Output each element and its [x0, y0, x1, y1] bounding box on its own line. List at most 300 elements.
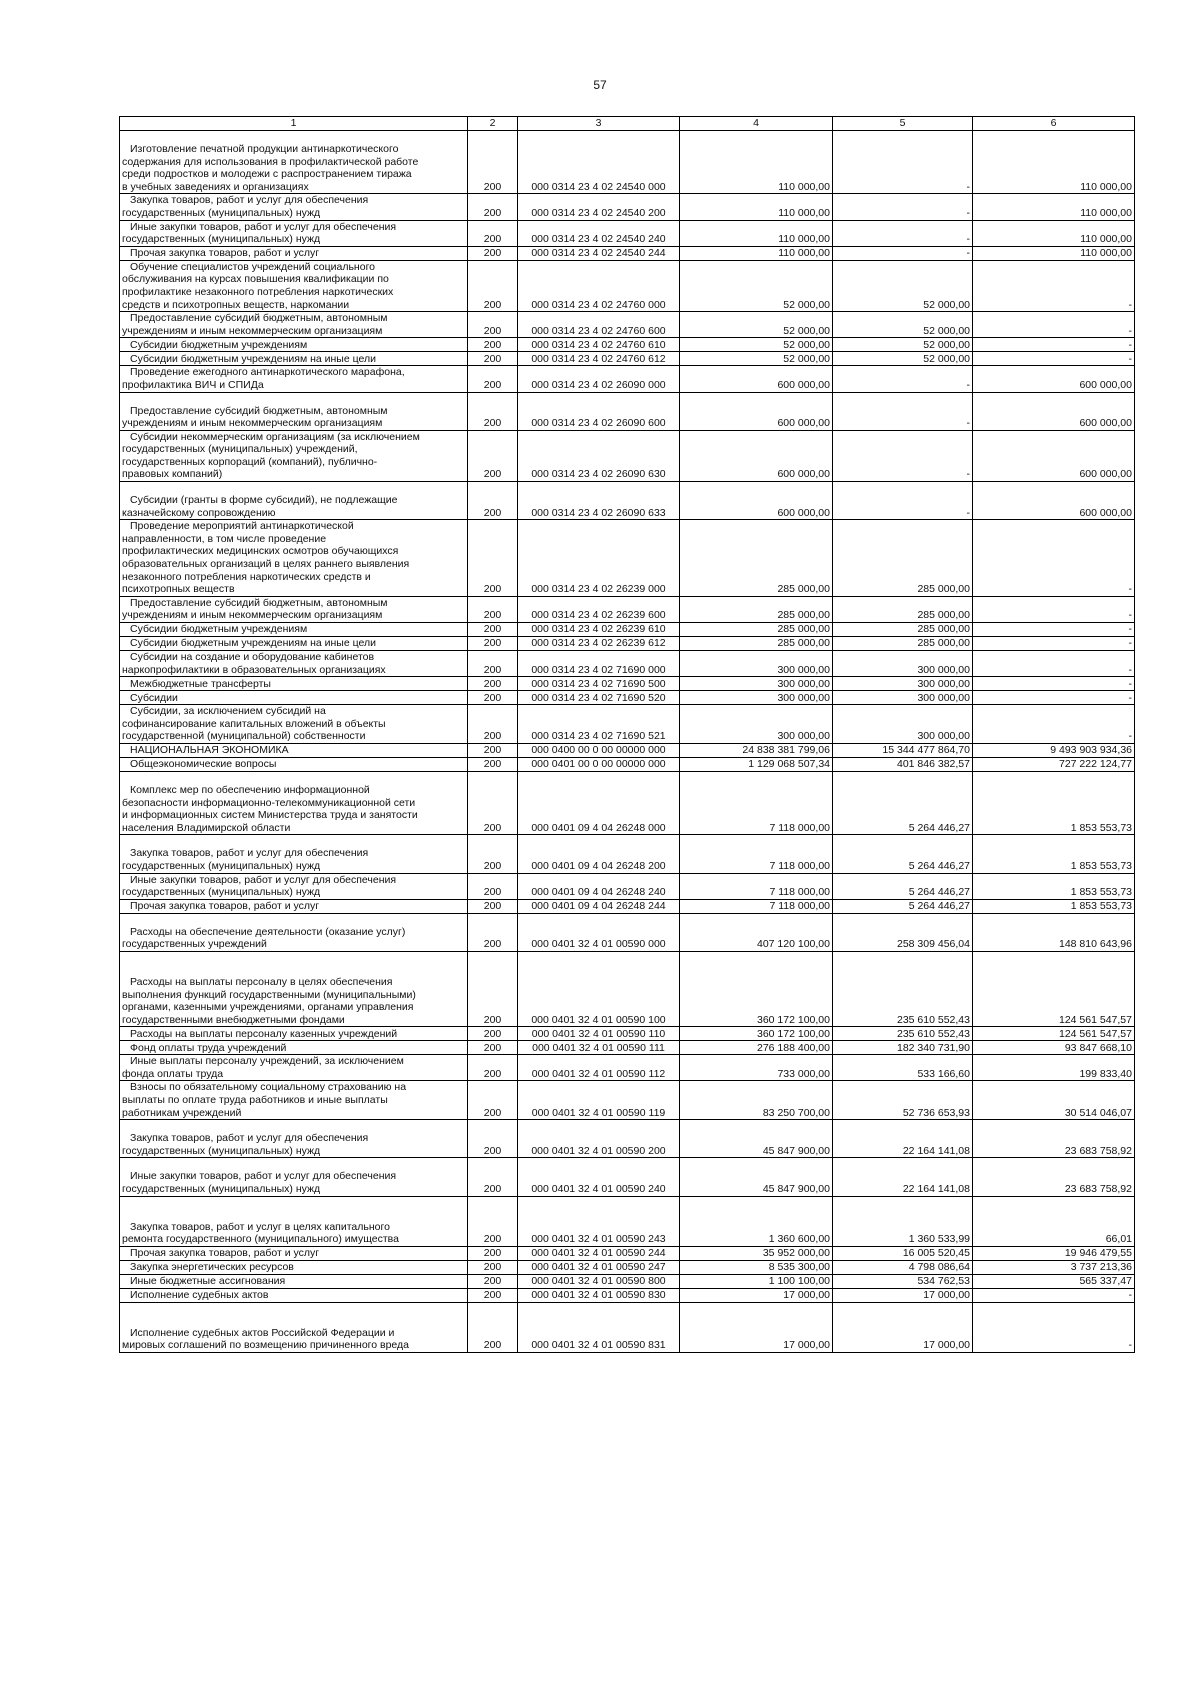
executed-amount-cell: 5 264 446,27 [833, 899, 973, 913]
row-name-line: профилактика ВИЧ и СПИДа [122, 378, 264, 391]
code-cell: 000 0401 32 4 01 00590 247 [518, 1260, 680, 1274]
executed-amount-cell: 17 000,00 [833, 1302, 973, 1352]
approved-amount-cell: 300 000,00 [680, 705, 833, 744]
row-name-cell [120, 1158, 468, 1196]
approved-amount-cell: 600 000,00 [680, 366, 833, 392]
grbs-cell: 200 [468, 312, 518, 338]
row-name-cell [120, 392, 468, 430]
row-name-line: государственных (муниципальных) учреждений, [122, 443, 358, 456]
remaining-amount-cell: 66,01 [973, 1196, 1135, 1246]
column-header: 6 [973, 117, 1135, 131]
grbs-cell: 200 [468, 194, 518, 220]
executed-amount-cell: 5 264 446,27 [833, 835, 973, 873]
approved-amount-cell: 407 120 100,00 [680, 913, 833, 951]
row-name-line: государственных (муниципальных) нужд [122, 1144, 321, 1157]
approved-amount-cell: 52 000,00 [680, 260, 833, 311]
row-name-line: психотропных веществ [122, 583, 235, 596]
table-row [120, 520, 1135, 597]
table-row [120, 220, 1135, 246]
approved-amount-cell: 110 000,00 [680, 246, 833, 260]
grbs-cell: 200 [468, 1274, 518, 1288]
row-name-line: безопасности информационно-телекоммуникационной сети [122, 796, 416, 809]
row-name-line: Предоставление субсидий бюджетным, автономным [130, 312, 388, 325]
remaining-amount-cell: - [973, 705, 1135, 744]
row-name-cell [120, 220, 468, 246]
code-cell: 000 0401 32 4 01 00590 240 [518, 1158, 680, 1196]
approved-amount-cell: 300 000,00 [680, 677, 833, 691]
grbs-cell: 200 [468, 1055, 518, 1081]
executed-amount-cell: 1 360 533,99 [833, 1196, 973, 1246]
remaining-amount-cell: 93 847 668,10 [973, 1041, 1135, 1055]
grbs-cell: 200 [468, 1158, 518, 1196]
table-row [120, 392, 1135, 430]
row-name-line: Субсидии бюджетным учреждениям на иные цели [130, 637, 376, 650]
code-cell: 000 0314 23 4 02 26090 630 [518, 430, 680, 481]
column-header: 4 [680, 117, 833, 131]
row-name-cell [120, 312, 468, 338]
row-name-line: правовых компаний) [122, 468, 223, 481]
executed-amount-cell: - [833, 366, 973, 392]
approved-amount-cell: 7 118 000,00 [680, 899, 833, 913]
approved-amount-cell: 35 952 000,00 [680, 1246, 833, 1260]
row-name-cell [120, 691, 468, 705]
approved-amount-cell: 285 000,00 [680, 596, 833, 622]
grbs-cell: 200 [468, 637, 518, 651]
table-row [120, 1158, 1135, 1196]
row-name-line: государственными внебюджетными фондами [122, 1013, 345, 1026]
row-name-cell [120, 194, 468, 220]
row-name-cell [120, 1246, 468, 1260]
remaining-amount-cell: - [973, 623, 1135, 637]
table-row [120, 757, 1135, 771]
executed-amount-cell: 52 000,00 [833, 260, 973, 311]
code-cell: 000 0401 09 4 04 26248 244 [518, 899, 680, 913]
approved-amount-cell: 45 847 900,00 [680, 1158, 833, 1196]
grbs-cell: 200 [468, 260, 518, 311]
row-name-cell [120, 1055, 468, 1081]
code-cell: 000 0401 09 4 04 26248 200 [518, 835, 680, 873]
row-name-cell [120, 520, 468, 597]
row-name-line: государственных (муниципальных) нужд [122, 233, 321, 246]
remaining-amount-cell: 110 000,00 [973, 220, 1135, 246]
remaining-amount-cell: 1 853 553,73 [973, 771, 1135, 834]
grbs-cell: 200 [468, 246, 518, 260]
row-name-line: Иные бюджетные ассигнования [130, 1275, 286, 1288]
remaining-amount-cell: - [973, 1288, 1135, 1302]
grbs-cell: 200 [468, 430, 518, 481]
code-cell: 000 0401 32 4 01 00590 800 [518, 1274, 680, 1288]
remaining-amount-cell: 124 561 547,57 [973, 951, 1135, 1026]
remaining-amount-cell: 727 222 124,77 [973, 757, 1135, 771]
grbs-cell: 200 [468, 951, 518, 1026]
row-name-cell [120, 637, 468, 651]
executed-amount-cell: 22 164 141,08 [833, 1158, 973, 1196]
remaining-amount-cell: 600 000,00 [973, 392, 1135, 430]
row-name-line: Закупка энергетических ресурсов [130, 1261, 294, 1274]
row-name-cell [120, 677, 468, 691]
code-cell: 000 0314 23 4 02 24540 200 [518, 194, 680, 220]
executed-amount-cell: - [833, 430, 973, 481]
executed-amount-cell: - [833, 246, 973, 260]
remaining-amount-cell: 565 337,47 [973, 1274, 1135, 1288]
table-row [120, 835, 1135, 873]
budget-table [119, 116, 1135, 1353]
row-name-line: профилактике незаконного потребления наркотических [122, 285, 394, 298]
row-name-line: мировых соглашений по возмещению причиненного вреда [122, 1339, 410, 1352]
code-cell: 000 0314 23 4 02 24760 000 [518, 260, 680, 311]
grbs-cell: 200 [468, 1081, 518, 1120]
row-name-line: государственной (муниципальной) собственности [122, 730, 366, 743]
executed-amount-cell: 182 340 731,90 [833, 1041, 973, 1055]
approved-amount-cell: 600 000,00 [680, 430, 833, 481]
row-name-line: Прочая закупка товаров, работ и услуг [130, 247, 320, 260]
code-cell: 000 0401 32 4 01 00590 000 [518, 913, 680, 951]
row-name-line: Исполнение судебных актов [130, 1289, 269, 1302]
grbs-cell: 200 [468, 131, 518, 194]
row-name-line: Иные закупки товаров, работ и услуг для обеспечения [130, 1170, 397, 1183]
row-name-line: Изготовление печатной продукции антинаркотического [130, 143, 399, 155]
row-name-cell [120, 260, 468, 311]
grbs-cell: 200 [468, 482, 518, 520]
table-row [120, 1041, 1135, 1055]
code-cell: 000 0314 23 4 02 24540 240 [518, 220, 680, 246]
row-name-cell [120, 352, 468, 366]
row-name-line: Расходы на выплаты персоналу в целях обеспечения [130, 975, 393, 988]
table-row [120, 951, 1135, 1026]
table-row [120, 430, 1135, 481]
row-name-cell [120, 913, 468, 951]
row-name-line: выполнения функций государственными (муниципальными) [122, 988, 416, 1001]
grbs-cell: 200 [468, 771, 518, 834]
executed-amount-cell: 52 736 653,93 [833, 1081, 973, 1120]
grbs-cell: 200 [468, 913, 518, 951]
code-cell: 000 0401 32 4 01 00590 111 [518, 1041, 680, 1055]
table-row [120, 1274, 1135, 1288]
row-name-line: государственных учреждений [122, 938, 267, 951]
remaining-amount-cell: 199 833,40 [973, 1055, 1135, 1081]
row-name-line: органами, казенными учреждениями, органами управления [122, 1001, 414, 1014]
table-body [120, 131, 1135, 1353]
row-name-line: учреждениям и иным некоммерческим организациям [122, 609, 383, 622]
row-name-line: Взносы по обязательному социальному страхованию на [130, 1081, 407, 1094]
row-name-cell [120, 1288, 468, 1302]
row-name-line: в учебных заведениях и организациях [122, 180, 309, 193]
row-name-line: Предоставление субсидий бюджетным, автономным [130, 596, 388, 609]
remaining-amount-cell: - [973, 312, 1135, 338]
executed-amount-cell: - [833, 194, 973, 220]
code-cell: 000 0401 32 4 01 00590 110 [518, 1027, 680, 1041]
table-row [120, 743, 1135, 757]
table-row [120, 1027, 1135, 1041]
table-row [120, 194, 1135, 220]
code-cell: 000 0314 23 4 02 26239 612 [518, 637, 680, 651]
table-row [120, 1120, 1135, 1158]
row-name-cell [120, 596, 468, 622]
row-name-line: Иные закупки товаров, работ и услуг для обеспечения [130, 873, 397, 886]
remaining-amount-cell: 1 853 553,73 [973, 835, 1135, 873]
table-row [120, 771, 1135, 834]
row-name-line: Комплекс мер по обеспечению информационной [130, 783, 370, 796]
row-name-line: Расходы на выплаты персоналу казенных учреждений [130, 1027, 398, 1040]
code-cell: 000 0400 00 0 00 00000 000 [518, 743, 680, 757]
row-name-line: профилактических медицинских осмотров обучающихся [122, 545, 399, 558]
row-name-line: ремонта государственного (муниципального) имущества [122, 1233, 399, 1246]
row-name-line: учреждениям и иным некоммерческим организациям [122, 324, 383, 337]
table-row [120, 338, 1135, 352]
row-name-line: Предоставление субсидий бюджетным, автономным [130, 404, 388, 417]
row-name-cell [120, 757, 468, 771]
approved-amount-cell: 17 000,00 [680, 1302, 833, 1352]
approved-amount-cell: 300 000,00 [680, 651, 833, 677]
row-name-line: обслуживания на курсах повышения квалификации по [122, 273, 389, 286]
table-row [120, 705, 1135, 744]
remaining-amount-cell: - [973, 637, 1135, 651]
table-row [120, 677, 1135, 691]
table-row [120, 913, 1135, 951]
code-cell: 000 0314 23 4 02 71690 520 [518, 691, 680, 705]
approved-amount-cell: 733 000,00 [680, 1055, 833, 1081]
grbs-cell: 200 [468, 1288, 518, 1302]
table-row [120, 131, 1135, 194]
grbs-cell: 200 [468, 1260, 518, 1274]
remaining-amount-cell: - [973, 338, 1135, 352]
executed-amount-cell: 5 264 446,27 [833, 771, 973, 834]
code-cell: 000 0314 23 4 02 71690 521 [518, 705, 680, 744]
row-name-cell [120, 1274, 468, 1288]
approved-amount-cell: 110 000,00 [680, 194, 833, 220]
executed-amount-cell: 300 000,00 [833, 677, 973, 691]
code-cell: 000 0314 23 4 02 26239 600 [518, 596, 680, 622]
row-name-line: государственных (муниципальных) нужд [122, 886, 321, 899]
row-name-line: Закупка товаров, работ и услуг для обеспечения [130, 194, 369, 207]
table-row [120, 596, 1135, 622]
grbs-cell: 200 [468, 1246, 518, 1260]
approved-amount-cell: 360 172 100,00 [680, 1027, 833, 1041]
table-row [120, 312, 1135, 338]
approved-amount-cell: 285 000,00 [680, 520, 833, 597]
executed-amount-cell: - [833, 482, 973, 520]
grbs-cell: 200 [468, 1027, 518, 1041]
table-row [120, 1055, 1135, 1081]
code-cell: 000 0314 23 4 02 24540 244 [518, 246, 680, 260]
executed-amount-cell: 235 610 552,43 [833, 951, 973, 1026]
row-name-cell [120, 1041, 468, 1055]
approved-amount-cell: 83 250 700,00 [680, 1081, 833, 1120]
remaining-amount-cell: 3 737 213,36 [973, 1260, 1135, 1274]
table-row [120, 1246, 1135, 1260]
remaining-amount-cell: - [973, 677, 1135, 691]
code-cell: 000 0314 23 4 02 24760 610 [518, 338, 680, 352]
grbs-cell: 200 [468, 757, 518, 771]
approved-amount-cell: 52 000,00 [680, 312, 833, 338]
table-row [120, 651, 1135, 677]
row-name-line: НАЦИОНАЛЬНАЯ ЭКОНОМИКА [130, 744, 289, 757]
remaining-amount-cell: 19 946 479,55 [973, 1246, 1135, 1260]
executed-amount-cell: 4 798 086,64 [833, 1260, 973, 1274]
grbs-cell: 200 [468, 835, 518, 873]
table-row [120, 1260, 1135, 1274]
approved-amount-cell: 110 000,00 [680, 131, 833, 194]
code-cell: 000 0401 00 0 00 00000 000 [518, 757, 680, 771]
row-name-cell [120, 1302, 468, 1352]
approved-amount-cell: 52 000,00 [680, 338, 833, 352]
remaining-amount-cell: 110 000,00 [973, 246, 1135, 260]
row-name-line: Обучение специалистов учреждений социального [130, 260, 376, 273]
grbs-cell: 200 [468, 1196, 518, 1246]
row-name-line: казначейскому сопровождению [122, 506, 276, 519]
remaining-amount-cell: 600 000,00 [973, 366, 1135, 392]
approved-amount-cell: 1 129 068 507,34 [680, 757, 833, 771]
remaining-amount-cell: 1 853 553,73 [973, 873, 1135, 899]
row-name-line: работникам учреждений [122, 1106, 242, 1119]
executed-amount-cell: 285 000,00 [833, 637, 973, 651]
row-name-cell [120, 651, 468, 677]
row-name-line: учреждениям и иным некоммерческим организациям [122, 417, 383, 430]
row-name-line: Субсидии бюджетным учреждениям [130, 623, 308, 636]
row-name-cell [120, 430, 468, 481]
code-cell: 000 0314 23 4 02 24760 600 [518, 312, 680, 338]
code-cell: 000 0401 32 4 01 00590 100 [518, 951, 680, 1026]
executed-amount-cell: 16 005 520,45 [833, 1246, 973, 1260]
row-name-line: Закупка товаров, работ и услуг для обеспечения [130, 847, 369, 860]
code-cell: 000 0314 23 4 02 71690 500 [518, 677, 680, 691]
remaining-amount-cell: 9 493 903 934,36 [973, 743, 1135, 757]
row-name-cell [120, 835, 468, 873]
row-name-line: выплаты по оплате труда работников и иные выплаты [122, 1094, 388, 1107]
row-name-line: государственных корпораций (компаний), публично- [122, 455, 378, 468]
column-header: 3 [518, 117, 680, 131]
grbs-cell: 200 [468, 623, 518, 637]
executed-amount-cell: 300 000,00 [833, 705, 973, 744]
table-row [120, 260, 1135, 311]
remaining-amount-cell: - [973, 260, 1135, 311]
row-name-line: Расходы на обеспечение деятельности (оказание услуг) [130, 925, 406, 938]
grbs-cell: 200 [468, 873, 518, 899]
grbs-cell: 200 [468, 1302, 518, 1352]
grbs-cell: 200 [468, 366, 518, 392]
executed-amount-cell: 5 264 446,27 [833, 873, 973, 899]
grbs-cell: 200 [468, 899, 518, 913]
code-cell: 000 0314 23 4 02 26239 000 [518, 520, 680, 597]
code-cell: 000 0314 23 4 02 71690 000 [518, 651, 680, 677]
approved-amount-cell: 300 000,00 [680, 691, 833, 705]
code-cell: 000 0401 32 4 01 00590 830 [518, 1288, 680, 1302]
remaining-amount-cell: 110 000,00 [973, 194, 1135, 220]
row-name-line: Субсидии, за исключением субсидий на [130, 705, 326, 718]
remaining-amount-cell: 600 000,00 [973, 430, 1135, 481]
remaining-amount-cell: - [973, 1302, 1135, 1352]
code-cell: 000 0401 32 4 01 00590 831 [518, 1302, 680, 1352]
executed-amount-cell: 22 164 141,08 [833, 1120, 973, 1158]
remaining-amount-cell: - [973, 352, 1135, 366]
row-name-line: Субсидии некоммерческим организациям (за исключением [130, 430, 420, 443]
row-name-line: Субсидии [130, 691, 178, 704]
code-cell: 000 0401 09 4 04 26248 000 [518, 771, 680, 834]
remaining-amount-cell: - [973, 596, 1135, 622]
code-cell: 000 0401 32 4 01 00590 244 [518, 1246, 680, 1260]
row-name-cell [120, 873, 468, 899]
column-header: 2 [468, 117, 518, 131]
table-row [120, 352, 1135, 366]
grbs-cell: 200 [468, 1120, 518, 1158]
column-header: 5 [833, 117, 973, 131]
grbs-cell: 200 [468, 677, 518, 691]
approved-amount-cell: 360 172 100,00 [680, 951, 833, 1026]
row-name-line: Прочая закупка товаров, работ и услуг [130, 900, 320, 913]
row-name-line: Субсидии (гранты в форме субсидий), не подлежащие [130, 494, 398, 507]
executed-amount-cell: 235 610 552,43 [833, 1027, 973, 1041]
executed-amount-cell: 534 762,53 [833, 1274, 973, 1288]
table-header-row [120, 117, 1135, 131]
row-name-line: Закупка товаров, работ и услуг для обеспечения [130, 1132, 369, 1145]
code-cell: 000 0401 32 4 01 00590 243 [518, 1196, 680, 1246]
approved-amount-cell: 110 000,00 [680, 220, 833, 246]
grbs-cell: 200 [468, 596, 518, 622]
row-name-line: Субсидии на создание и оборудование кабинетов [130, 651, 375, 663]
executed-amount-cell: 52 000,00 [833, 312, 973, 338]
grbs-cell: 200 [468, 338, 518, 352]
code-cell: 000 0314 23 4 02 26090 000 [518, 366, 680, 392]
table-row [120, 366, 1135, 392]
grbs-cell: 200 [468, 520, 518, 597]
row-name-line: населения Владимирской области [122, 821, 291, 834]
grbs-cell: 200 [468, 743, 518, 757]
row-name-line: Прочая закупка товаров, работ и услуг [130, 1247, 320, 1260]
row-name-cell [120, 1196, 468, 1246]
row-name-cell [120, 1027, 468, 1041]
page-number: 57 [593, 78, 607, 92]
remaining-amount-cell: 23 683 758,92 [973, 1120, 1135, 1158]
row-name-cell [120, 338, 468, 352]
approved-amount-cell: 1 360 600,00 [680, 1196, 833, 1246]
row-name-line: Общеэкономические вопросы [130, 758, 277, 771]
grbs-cell: 200 [468, 220, 518, 246]
executed-amount-cell: - [833, 131, 973, 194]
approved-amount-cell: 24 838 381 799,06 [680, 743, 833, 757]
table-row [120, 246, 1135, 260]
grbs-cell: 200 [468, 651, 518, 677]
row-name-cell [120, 743, 468, 757]
remaining-amount-cell: 1 853 553,73 [973, 899, 1135, 913]
executed-amount-cell: 285 000,00 [833, 520, 973, 597]
remaining-amount-cell: 600 000,00 [973, 482, 1135, 520]
row-name-line: софинансирование капитальных вложений в объекты [122, 717, 386, 730]
row-name-line: Межбюджетные трансферты [130, 677, 271, 690]
approved-amount-cell: 600 000,00 [680, 482, 833, 520]
remaining-amount-cell: 110 000,00 [973, 131, 1135, 194]
grbs-cell: 200 [468, 705, 518, 744]
row-name-line: среди подростков и молодежи с распространением тиража [122, 168, 412, 181]
row-name-line: Субсидии бюджетным учреждениям на иные цели [130, 352, 376, 365]
row-name-cell [120, 482, 468, 520]
row-name-line: направленности, в том числе проведение [122, 532, 327, 545]
row-name-line: образовательных организаций в целях раннего выявления [122, 558, 410, 571]
row-name-cell [120, 1120, 468, 1158]
column-header: 1 [120, 117, 468, 131]
remaining-amount-cell: 30 514 046,07 [973, 1081, 1135, 1120]
row-name-line: Проведение мероприятий антинаркотической [130, 520, 354, 533]
executed-amount-cell: 52 000,00 [833, 352, 973, 366]
table-row [120, 1302, 1135, 1352]
approved-amount-cell: 285 000,00 [680, 623, 833, 637]
row-name-line: и информационных систем Министерства труда и занятости [122, 809, 418, 822]
code-cell: 000 0401 09 4 04 26248 240 [518, 873, 680, 899]
row-name-line: содержания для использования в профилактической работе [122, 155, 419, 168]
row-name-line: Закупка товаров, работ и услуг в целях капитального [130, 1220, 390, 1233]
row-name-cell [120, 771, 468, 834]
approved-amount-cell: 7 118 000,00 [680, 873, 833, 899]
executed-amount-cell: 300 000,00 [833, 651, 973, 677]
